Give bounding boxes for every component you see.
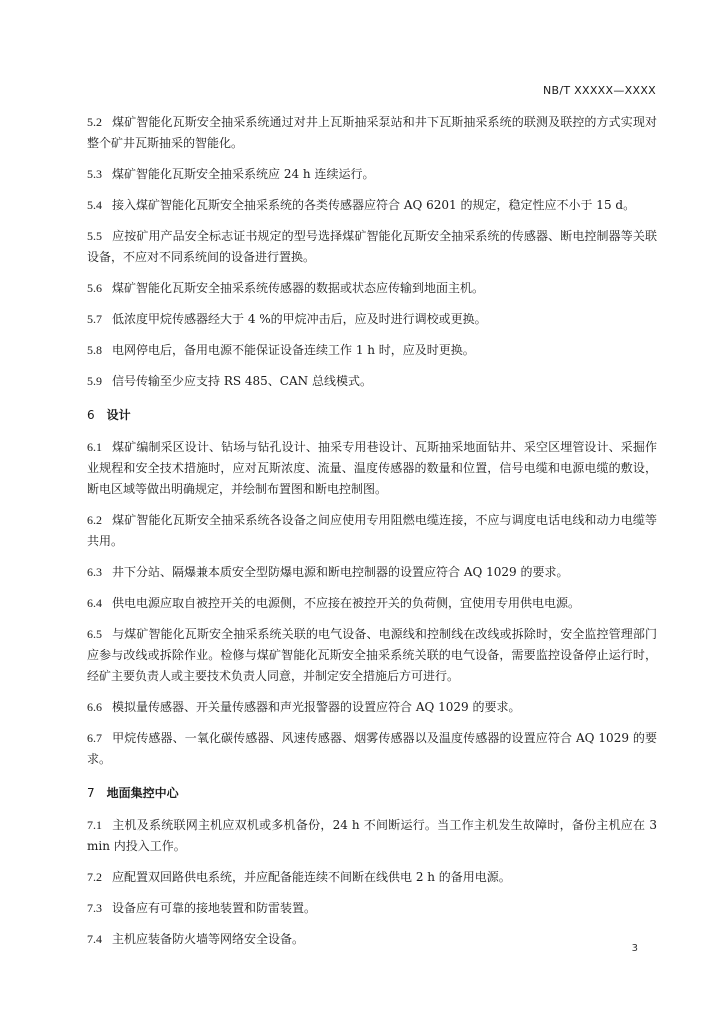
clause-number: 6.7 [87,731,102,745]
clause-text: 主机及系统联网主机应双机或多机备份，24 h 不间断运行。当工作主机发生故障时，备份主机应在 3 min 内投入工作。 [87,818,657,853]
clause-number: 5.6 [87,281,102,295]
clause-paragraph [87,815,657,857]
clause-paragraph [87,562,657,583]
clause-text: 与煤矿智能化瓦斯安全抽采系统关联的电气设备、电源线和控制线在改线或拆除时，安全监控管理部门应参与改线或拆除作业。检修与煤矿智能化瓦斯安全抽采系统关联的电气设备，需要监控设备停止运行时，经矿主要负责人或主要技术负责人同意，并制定安全措施后方可进行。 [87,627,657,683]
clause-paragraph [87,226,657,268]
clause-text: 煤矿智能化瓦斯安全抽采系统通过对井上瓦斯抽采泵站和井下瓦斯抽采系统的联测及联控的方式实现对整个矿井瓦斯抽采的智能化。 [87,115,657,150]
clause-paragraph [87,164,657,185]
clause-text: 低浓度甲烷传感器经大于 4 %的甲烷冲击后，应及时进行调校或更换。 [112,312,487,326]
clause-paragraph [87,437,657,500]
clause-number: 6.3 [87,565,102,579]
clause-number: 5.4 [87,198,102,212]
clause-number: 7.2 [87,870,102,884]
clause-paragraph [87,728,657,770]
clause-text: 煤矿智能化瓦斯安全抽采系统传感器的数据或状态应传输到地面主机。 [112,281,485,295]
clause-text: 煤矿智能化瓦斯安全抽采系统应 24 h 连续运行。 [112,167,375,181]
section-heading [87,406,657,423]
clause-paragraph [87,278,657,299]
page-number: 3 [631,943,638,954]
document-body [87,112,657,950]
clause-number: 5.9 [87,374,102,388]
clause-paragraph [87,867,657,888]
clause-number: 5.2 [87,115,102,129]
clause-number: 7.4 [87,932,102,946]
clause-text: 煤矿智能化瓦斯安全抽采系统各设备之间应使用专用阻燃电缆连接，不应与调度电话电线和动力电缆等共用。 [87,513,657,548]
clause-text: 甲烷传感器、一氧化碳传感器、风速传感器、烟雾传感器以及温度传感器的设置应符合 AQ 1029 的要求。 [87,731,657,766]
clause-text: 应配置双回路供电系统，并应配备能连续不间断在线供电 2 h 的备用电源。 [112,870,511,884]
clause-text: 电网停电后，备用电源不能保证设备连续工作 1 h 时，应及时更换。 [112,343,475,357]
clause-text: 主机应装备防火墙等网络安全设备。 [112,932,305,946]
clause-text: 接入煤矿智能化瓦斯安全抽采系统的各类传感器应符合 AQ 6201 的规定，稳定性应不小于 15 d。 [112,198,636,212]
clause-text: 煤矿编制采区设计、钻场与钻孔设计、抽采专用巷设计、瓦斯抽采地面钻井、采空区埋管设计、采掘作业规程和安全技术措施时，应对瓦斯浓度、流量、温度传感器的数量和位置，信号电缆和电源电缆的敷设，断电区域等做出明确规定，并绘制布置图和断电控制图。 [87,440,657,496]
standard-code-header: NB/T XXXXX—XXXX [542,84,656,97]
clause-number: 7.3 [87,901,102,915]
clause-number: 5.7 [87,312,102,326]
clause-paragraph [87,510,657,552]
clause-number: 6.1 [87,440,102,454]
heading-text: 设计 [106,408,131,422]
clause-number: 6 [87,408,95,422]
clause-number: 6.2 [87,513,102,527]
clause-paragraph [87,371,657,392]
clause-number: 5.5 [87,229,102,243]
section-heading [87,784,657,801]
clause-number: 5.3 [87,167,102,181]
clause-paragraph [87,112,657,154]
clause-paragraph [87,929,657,950]
clause-text: 信号传输至少应支持 RS 485、CAN 总线模式。 [112,374,372,388]
clause-paragraph [87,195,657,216]
clause-paragraph [87,309,657,330]
clause-paragraph [87,593,657,614]
clause-text: 井下分站、隔爆兼本质安全型防爆电源和断电控制器的设置应符合 AQ 1029 的要求。 [112,565,569,579]
clause-text: 应按矿用产品安全标志证书规定的型号选择煤矿智能化瓦斯安全抽采系统的传感器、断电控制器等关联设备，不应对不同系统间的设备进行置换。 [87,229,657,264]
clause-paragraph [87,898,657,919]
clause-text: 设备应有可靠的接地装置和防雷装置。 [112,901,317,915]
clause-number: 6.6 [87,700,102,714]
clause-number: 5.8 [87,343,102,357]
clause-number: 7.1 [87,818,102,832]
heading-text: 地面集控中心 [106,786,179,800]
clause-paragraph [87,697,657,718]
clause-number: 7 [87,786,95,800]
clause-text: 模拟量传感器、开关量传感器和声光报警器的设置应符合 AQ 1029 的要求。 [112,700,521,714]
clause-text: 供电电源应取自被控开关的电源侧，不应接在被控开关的负荷侧，宜使用专用供电电源。 [112,596,581,610]
clause-paragraph [87,340,657,361]
clause-number: 6.4 [87,596,102,610]
clause-number: 6.5 [87,627,102,641]
clause-paragraph [87,624,657,687]
